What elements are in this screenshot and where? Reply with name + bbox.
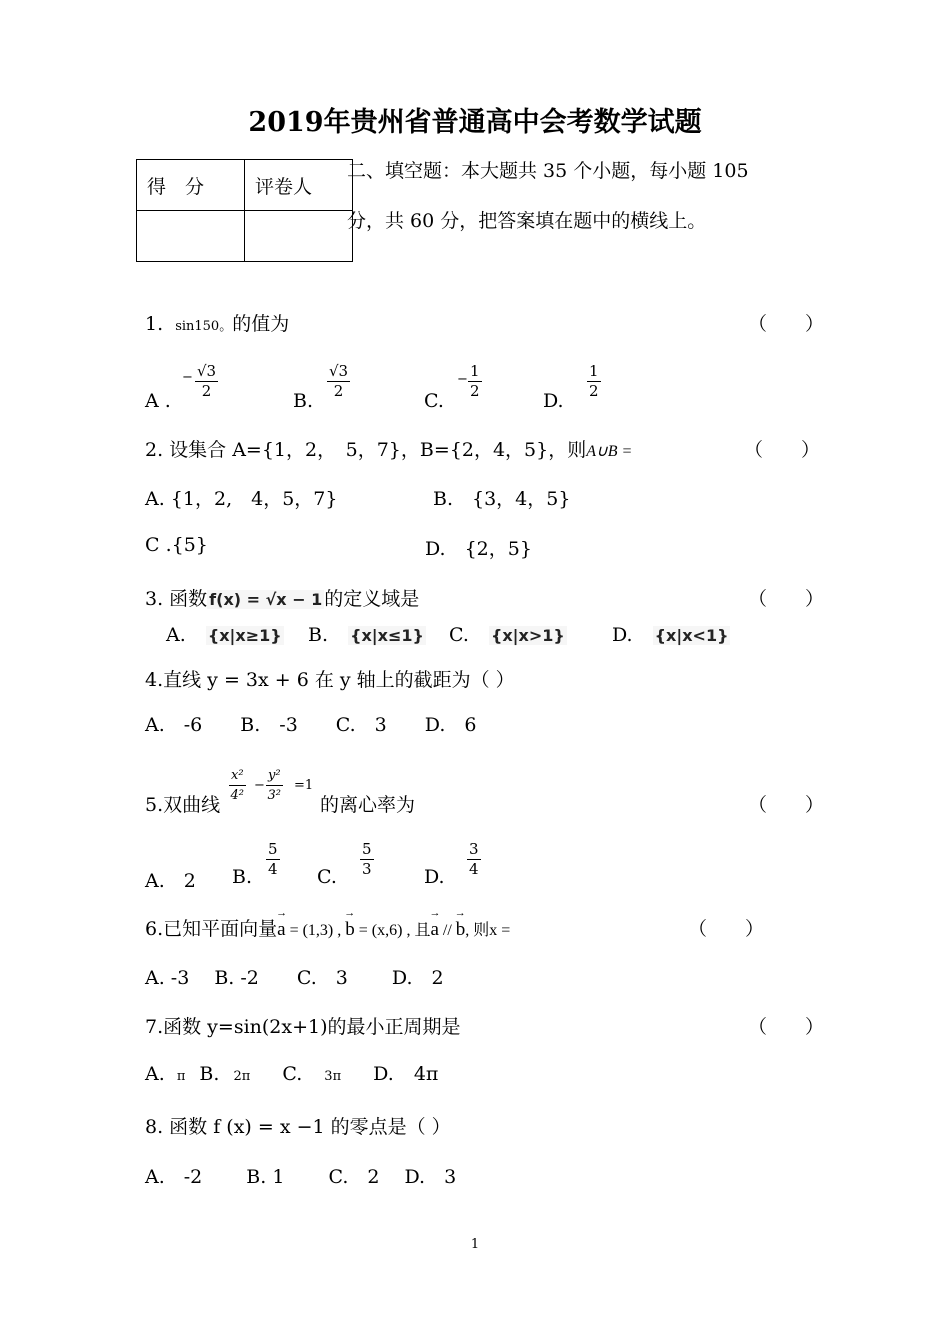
q3-b-value: {x|x≤1} xyxy=(350,626,424,645)
q3-stem xyxy=(145,584,419,611)
q1-a-den: 2 xyxy=(201,382,212,400)
q5-option-b-label: B. xyxy=(232,866,253,888)
q3-option-d xyxy=(612,624,730,646)
q6-vector-a: → a xyxy=(277,919,285,941)
q3-option-a xyxy=(166,624,284,646)
q1-option-c-fraction xyxy=(468,362,482,401)
q2-option-b: B. {3，4，5} xyxy=(433,488,571,510)
q3-a-label: A. xyxy=(166,624,186,646)
q3-a-value: {x|x≥1} xyxy=(207,626,282,645)
q5-stem-start: 5.双曲线 xyxy=(145,794,221,816)
q3-b-label: B. xyxy=(308,624,329,646)
q2-option-a: A. {1，2, 4，5，7} xyxy=(145,488,338,510)
q2-text: 2. 设集合 A={1，2， 5，7}，B={2，4，5}，则 xyxy=(145,439,587,461)
q5-f2-den: 3² xyxy=(267,788,282,803)
q3-c-value: {x|x>1} xyxy=(490,626,565,645)
q6-options: A. -3 B. -2 C. 3 D. 2 xyxy=(145,967,444,989)
q7-c-value: 3π xyxy=(324,1069,342,1084)
q1-option-b-label: B. xyxy=(293,390,314,412)
score-header: 得 分 xyxy=(137,160,245,211)
q5-option-d-label: D. xyxy=(424,866,445,888)
q5-f1-num: x² xyxy=(229,766,246,786)
q3-answer-paren: （ ） xyxy=(748,588,825,610)
q2-expr: A∪B = xyxy=(586,443,633,460)
q6-eq1: = (1,3) , xyxy=(285,922,346,939)
q1-option-a-label: A . xyxy=(145,390,171,412)
q7-a-value: π xyxy=(176,1069,186,1084)
q5-d-num: 3 xyxy=(469,840,479,858)
q7-c-label: C. xyxy=(282,1063,303,1085)
q6-eq2: = (x,6) , 且 xyxy=(354,922,431,939)
q8-stem: 8. 函数 f (x) = x −1 的零点是（ ） xyxy=(145,1116,451,1138)
grader-header: 评卷人 xyxy=(245,160,353,211)
q1-d-num: 1 xyxy=(589,362,599,380)
q6-stem xyxy=(145,914,510,941)
q1-option-a-minus: − xyxy=(182,370,193,385)
grader-cell xyxy=(245,211,353,262)
q8-options: A. -2 B. 1 C. 2 D. 3 xyxy=(145,1166,457,1188)
section-intro-line2: 分，共 60 分，把答案填在题中的横线上。 xyxy=(347,210,707,232)
q6-vector-b2: → b xyxy=(456,919,466,941)
q2-answer-paren: （ ） xyxy=(744,439,821,461)
q2-option-c: C .{5} xyxy=(145,534,208,556)
score-cell xyxy=(137,211,245,262)
q1-c-num: 1 xyxy=(470,362,480,380)
q7-stem: 7.函数 y=sin(2x+1)的最小正周期是 xyxy=(145,1016,461,1038)
q4-options: A. -6 B. -3 C. 3 D. 6 xyxy=(145,714,477,736)
q1-option-d-fraction xyxy=(587,362,601,401)
q5-option-a: A. 2 xyxy=(145,870,196,892)
q1-option-a-fraction xyxy=(195,362,218,401)
q5-stem-end: 的离心率为 xyxy=(320,794,416,816)
q3-option-b xyxy=(308,624,426,646)
q6-vector-a2: → a xyxy=(430,919,438,941)
q4-stem: 4.直线 y = 3x + 6 在 y 轴上的截距为（ ） xyxy=(145,669,515,691)
q5-option-c-fraction xyxy=(360,840,374,879)
q3-function-expr: f(x) = √x − 1 xyxy=(209,590,323,609)
q6-text: 6.已知平面向量 xyxy=(145,918,278,940)
q1-d-den: 2 xyxy=(589,382,599,400)
q3-option-c xyxy=(449,624,567,646)
q7-b-label: B. xyxy=(199,1063,220,1085)
q3-text2: 的定义域是 xyxy=(324,588,420,610)
q1-number: 1. xyxy=(145,313,164,335)
q7-options xyxy=(145,1063,438,1085)
q7-answer-paren: （ ） xyxy=(748,1016,825,1038)
q2-stem xyxy=(145,435,632,462)
q5-answer-paren: （ ） xyxy=(748,794,825,816)
page-title: 2019年贵州省普通高中会考数学试题 xyxy=(248,107,702,138)
q6-end: , 则x = xyxy=(465,922,511,939)
q1-b-den: 2 xyxy=(333,382,344,400)
q5-c-den: 3 xyxy=(362,860,372,878)
q5-option-b-fraction xyxy=(266,840,280,879)
q1-c-den: 2 xyxy=(470,382,480,400)
q5-minus: − xyxy=(254,778,265,793)
q7-d-value: 4π xyxy=(413,1063,439,1085)
q1-stem xyxy=(145,309,289,336)
q1-answer-paren: （ ） xyxy=(748,313,825,335)
q5-b-den: 4 xyxy=(268,860,278,878)
q1-option-c-label: C. xyxy=(424,390,444,412)
q5-c-num: 5 xyxy=(362,840,372,858)
page-number: 1 xyxy=(470,1237,480,1252)
q5-f2-num: y² xyxy=(266,766,283,786)
q1-b-num: √3 xyxy=(329,362,349,380)
q1-option-d-label: D. xyxy=(543,390,564,412)
q1-expr: sin150 xyxy=(175,319,220,334)
q2-option-d: D. {2，5} xyxy=(425,538,532,560)
q5-d-den: 4 xyxy=(469,860,479,878)
q1-a-num: √3 xyxy=(197,362,217,380)
q6-parallel: // xyxy=(438,922,456,939)
q5-option-c-label: C. xyxy=(317,866,337,888)
q5-f1-den: 4² xyxy=(230,788,245,803)
score-table xyxy=(136,159,353,262)
q3-c-label: C. xyxy=(449,624,469,646)
q7-a-label: A. xyxy=(145,1063,165,1085)
q6-answer-paren: （ ） xyxy=(688,918,765,940)
q5-fraction-1 xyxy=(229,766,246,805)
q7-b-value: 2π xyxy=(233,1069,251,1084)
q5-b-num: 5 xyxy=(268,840,278,858)
q1-option-b-fraction xyxy=(327,362,350,401)
q7-d-label: D. xyxy=(373,1063,394,1085)
q1-text: 的值为 xyxy=(232,313,290,335)
q5-equals-one: =1 xyxy=(294,778,314,793)
q5-fraction-2 xyxy=(266,766,283,805)
q3-text: 3. 函数 xyxy=(145,588,208,610)
q1-degree: 。 xyxy=(219,319,233,334)
q5-option-d-fraction xyxy=(467,840,481,879)
q6-vector-b: → b xyxy=(345,919,355,941)
q1-option-c-minus: − xyxy=(457,372,468,387)
q3-d-value: {x|x<1} xyxy=(654,626,729,645)
q3-d-label: D. xyxy=(612,624,633,646)
section-intro-line1: 二、填空题：本大题共 35 个小题，每小题 105 xyxy=(347,160,749,182)
